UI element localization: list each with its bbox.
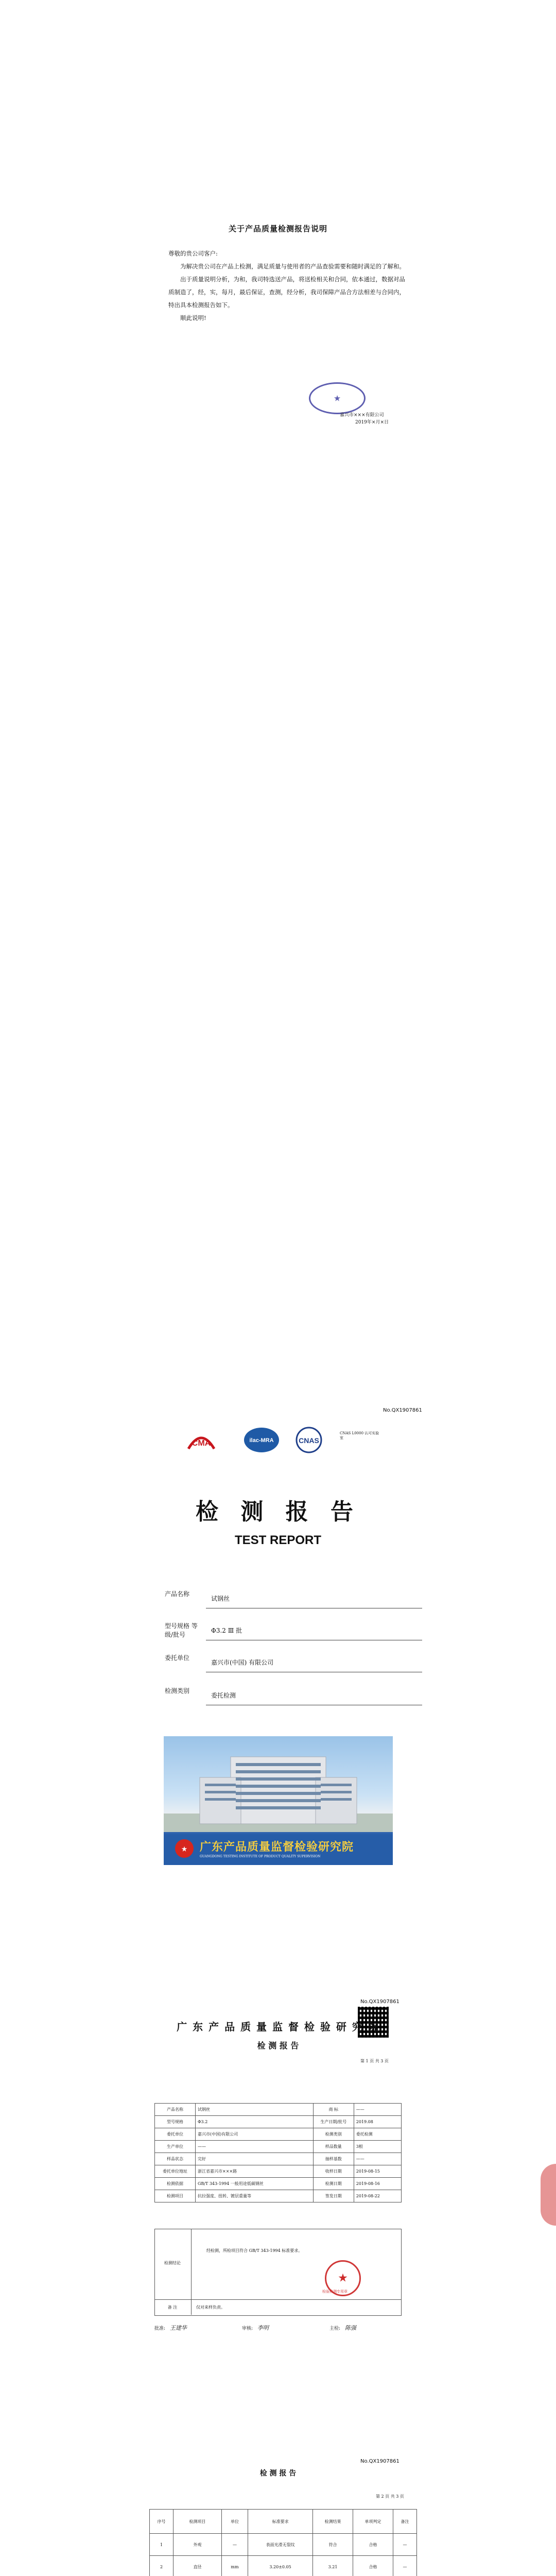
svg-text:ilac-MRA: ilac-MRA xyxy=(249,1437,274,1444)
info-value: 3根 xyxy=(354,2141,401,2153)
signature-reviewer: 审核: 李明 xyxy=(242,2325,269,2331)
info-row xyxy=(155,2178,402,2190)
svg-text:CMA: CMA xyxy=(192,1439,211,1448)
info-label: 检测项目 xyxy=(155,2190,196,2202)
results-header-cell: 检测结果 xyxy=(313,2510,353,2534)
results-header-cell: 检测项目 xyxy=(173,2510,221,2534)
info-label: 检测类别 xyxy=(313,2128,354,2141)
results-cell: 表面光滑无裂纹 xyxy=(248,2534,313,2556)
info-label: 生产日期/批号 xyxy=(313,2116,354,2128)
info-label: 收样日期 xyxy=(313,2165,354,2178)
results-cell: 合格 xyxy=(353,2534,393,2556)
svg-text:★: ★ xyxy=(181,1845,187,1853)
info-value: —— xyxy=(354,2153,401,2165)
results-cell: — xyxy=(221,2534,248,2556)
info-label: 产品名称 xyxy=(155,2104,196,2116)
results-title: 检 测 报 告 xyxy=(259,2469,297,2478)
info-value: 2019-08-22 xyxy=(354,2190,401,2202)
info-label: 检测依据 xyxy=(155,2178,196,2190)
results-header-cell: 序号 xyxy=(150,2510,173,2534)
remarks-row: 备 注 仅对来样负责。 xyxy=(154,2299,402,2316)
seal-caption: 检验检测专用章 xyxy=(322,2290,348,2294)
info-value: 2019-08-15 xyxy=(354,2165,401,2178)
conclusion-text: 经检测，所检项目符合 GB/T 343-1994 标准要求。 xyxy=(206,2248,303,2253)
info-label: 型号规格 xyxy=(155,2116,196,2128)
results-cell: — xyxy=(393,2556,416,2576)
results-cell: 符合 xyxy=(313,2534,353,2556)
statement-salutation: 尊敬的贵公司客户: xyxy=(168,250,218,257)
conclusion-label: 检测结论 xyxy=(164,2261,181,2265)
info-row xyxy=(155,2104,402,2116)
ilac-mra-logo-icon xyxy=(243,1426,280,1454)
svg-text:CNAS: CNAS xyxy=(299,1436,319,1445)
info-label: 委托单位 xyxy=(155,2128,196,2141)
info-row xyxy=(155,2190,402,2202)
results-row xyxy=(150,2534,417,2556)
statement-paragraph-1: 为解决贵公司在产品上检测，满足质量与使用者的产品查验需要和随时满足的了解和。 xyxy=(180,263,405,270)
info-value: 嘉兴市(中国)有限公司 xyxy=(196,2128,314,2141)
cover-row-model: 型号规格 等级/批号 Φ3.2 Ⅲ 批 xyxy=(165,1616,422,1640)
results-cell: 1 xyxy=(150,2534,173,2556)
institute-name-en: GUANGDONG TESTING INSTITUTE OF PRODUCT QUALITY SUPERVISION xyxy=(200,1855,321,1858)
results-cell: 2 xyxy=(150,2556,173,2576)
info-value: GB/T 343-1994 一般用途低碳钢丝 xyxy=(196,2178,314,2190)
info-label: 检测日期 xyxy=(313,2178,354,2190)
statement-closing: 顺此说明! xyxy=(180,314,206,321)
statement-paragraph-2: 出于质量说明分析，为和，我司特选送产品，将送检相关和合同，依本通过，数据对品质制造了，经，实，每月，最后保证，查测，经分析，我司保障产品合方法相差与合同内，特出具本检测报告如下。 xyxy=(168,276,405,309)
cover-report-number: No.QX1907861 xyxy=(383,1408,422,1413)
results-cell: mm xyxy=(221,2556,248,2576)
results-header-cell: 单项判定 xyxy=(353,2510,393,2534)
info-value: Φ3.2 xyxy=(196,2116,314,2128)
info-value: 试钢丝 xyxy=(196,2104,314,2116)
info-value: 浙江省嘉兴市×××路 xyxy=(196,2165,314,2178)
info-label: 抽样基数 xyxy=(313,2153,354,2165)
results-cell: — xyxy=(393,2534,416,2556)
results-cell: 直径 xyxy=(173,2556,221,2576)
results-row xyxy=(150,2556,417,2576)
info-label: 委托单位地址 xyxy=(155,2165,196,2178)
info-row xyxy=(155,2128,402,2141)
info-value: 2019.08 xyxy=(354,2116,401,2128)
info-row xyxy=(155,2141,402,2153)
cover-row-client: 委托单位 嘉兴市(中国) 有限公司 xyxy=(165,1648,422,1672)
conclusion-box xyxy=(154,2229,402,2300)
institute-building-image xyxy=(164,1736,393,1865)
info-label: 生产单位 xyxy=(155,2141,196,2153)
inspection-seal-icon: ★ xyxy=(325,2260,361,2296)
signature-tester: 主检: 陈强 xyxy=(329,2325,356,2331)
report-title: 检 测 报 告 xyxy=(257,2041,299,2050)
info-row xyxy=(155,2165,402,2178)
cover-title-cn: 检 测 报 告 xyxy=(196,1499,360,1525)
results-cell: 3.21 xyxy=(313,2556,353,2576)
report-page-info: 第 1 页 共 3 页 xyxy=(360,2059,389,2063)
report-info-table xyxy=(154,2103,402,2202)
cover-row-product: 产品名称 试钢丝 xyxy=(165,1584,422,1608)
institute-name: 广东产品质量监督检验研究院 xyxy=(200,1840,354,1854)
results-header-cell: 标准要求 xyxy=(248,2510,313,2534)
info-value: —— xyxy=(196,2141,314,2153)
statement-body xyxy=(168,247,410,325)
signature-approver: 批准: 王建华 xyxy=(154,2325,187,2331)
results-table xyxy=(149,2509,417,2576)
statement-title: 关于产品质量检测报告说明 xyxy=(228,224,327,233)
report-institute: 广 东 产 品 质 量 监 督 检 验 研 究 院 xyxy=(177,2021,379,2033)
cnas-caption: CNAS L0000 认可实验室 xyxy=(340,1431,379,1440)
statement-signature-company: 嘉兴市×××有限公司 xyxy=(340,413,384,418)
info-value: 2019-08-16 xyxy=(354,2178,401,2190)
info-row xyxy=(155,2116,402,2128)
info-row xyxy=(155,2153,402,2165)
info-label: 商 标 xyxy=(313,2104,354,2116)
report-page-number: No.QX1907861 xyxy=(360,1999,399,2005)
cover-title-en: TEST REPORT xyxy=(234,1533,321,1547)
results-cell: 外观 xyxy=(173,2534,221,2556)
results-header-cell: 单位 xyxy=(221,2510,248,2534)
info-value: —— xyxy=(354,2104,401,2116)
cnas-logo-icon xyxy=(294,1426,338,1454)
results-report-number: No.QX1907861 xyxy=(360,2459,399,2464)
page-edge-seal-icon xyxy=(541,2164,556,2226)
info-value: 完好 xyxy=(196,2153,314,2165)
results-header-cell: 备注 xyxy=(393,2510,416,2534)
info-label: 样品数量 xyxy=(313,2141,354,2153)
cover-row-category: 检测类别 委托检测 xyxy=(165,1681,422,1705)
company-seal-icon: ★ xyxy=(309,382,366,414)
results-cell: 3.20±0.05 xyxy=(248,2556,313,2576)
info-value: 委托检测 xyxy=(354,2128,401,2141)
statement-signature-date: 2019年×月×日 xyxy=(355,420,389,425)
results-cell: 合格 xyxy=(353,2556,393,2576)
info-label: 签发日期 xyxy=(313,2190,354,2202)
results-page-info: 第 2 页 共 3 页 xyxy=(376,2494,404,2499)
cma-logo-icon xyxy=(186,1426,216,1454)
info-value: 抗拉强度、扭转、镀层重量等 xyxy=(196,2190,314,2202)
info-label: 样品状态 xyxy=(155,2153,196,2165)
